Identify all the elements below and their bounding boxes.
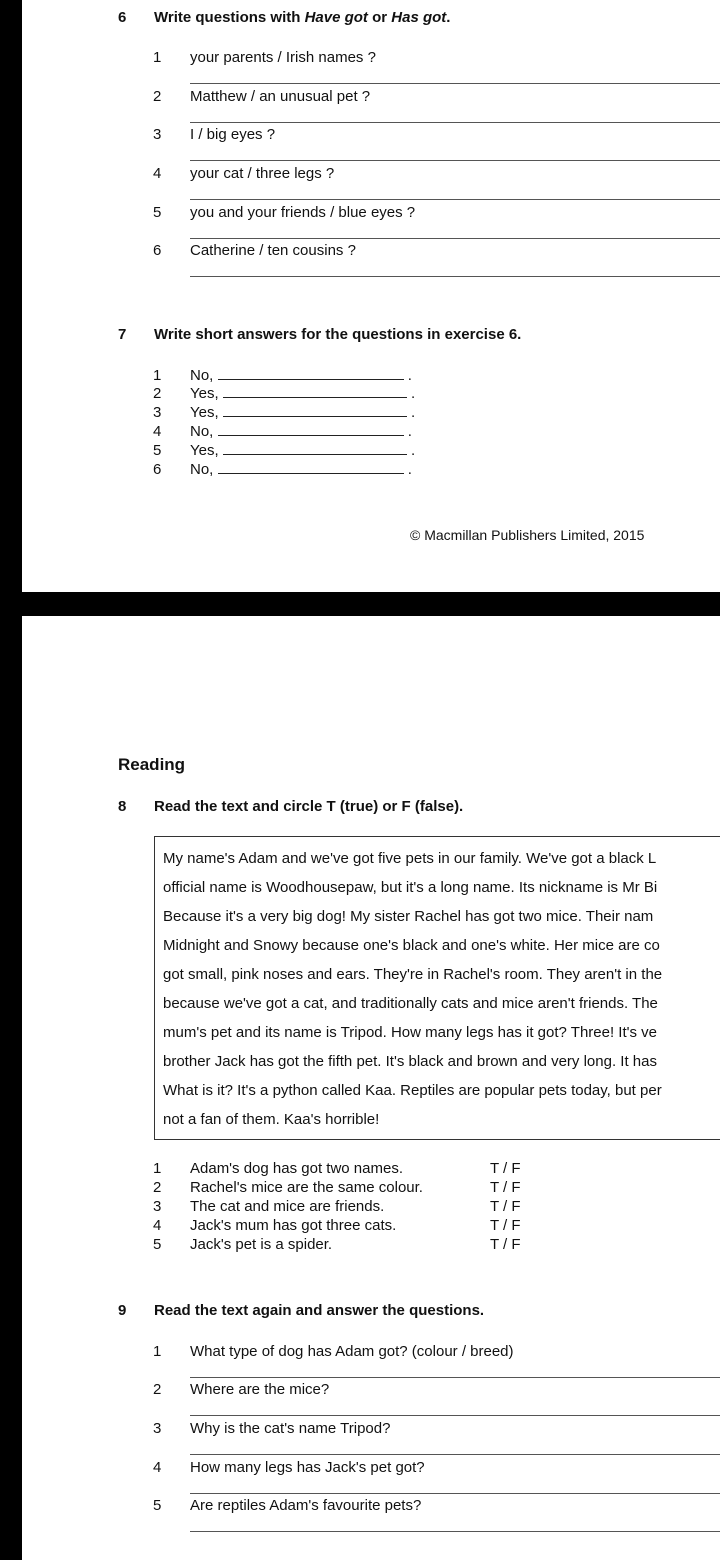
ex8-item-number: 4 <box>153 1217 162 1234</box>
ex6-item-prompt: Matthew / an unusual pet ? <box>190 88 371 105</box>
ex6-item-number: 3 <box>153 126 162 143</box>
ex7-item-answer: Yes, . <box>190 404 416 421</box>
ex7-item-number: 4 <box>153 423 162 440</box>
ex8-statement: Jack's pet is a spider. <box>190 1236 333 1253</box>
ex9-item-number: 4 <box>153 1459 162 1476</box>
ex6-item-number: 6 <box>153 242 162 259</box>
ex9-item-number: 2 <box>153 1381 162 1398</box>
section-heading: Reading <box>118 755 186 774</box>
ex6-item-number: 2 <box>153 88 162 105</box>
ex9-item-number: 3 <box>153 1420 162 1437</box>
ex7-item-number: 5 <box>153 442 162 459</box>
answer-blank[interactable] <box>218 423 404 436</box>
ex7-item-number: 1 <box>153 367 162 384</box>
ex9-question: How many legs has Jack's pet got? <box>190 1459 425 1476</box>
ex8-item-number: 2 <box>153 1179 162 1196</box>
answer-line[interactable] <box>190 160 720 161</box>
exercise-6-title: Write questions with Have got or Has got. <box>154 9 451 26</box>
exercise-6-number: 6 <box>118 9 127 26</box>
worksheet-page-1 <box>22 0 720 592</box>
copyright-notice: © Macmillan Publishers Limited, 2015 <box>410 527 645 543</box>
ex6-item-prompt: I / big eyes ? <box>190 126 276 143</box>
ex7-item-number: 2 <box>153 385 162 402</box>
ex9-item-number: 5 <box>153 1497 162 1514</box>
ex8-item-number: 1 <box>153 1160 162 1177</box>
ex6-item-number: 5 <box>153 204 162 221</box>
ex9-question: Why is the cat's name Tripod? <box>190 1420 391 1437</box>
answer-line[interactable] <box>190 83 720 84</box>
ex7-item-number: 6 <box>153 461 162 478</box>
ex8-item-number: 3 <box>153 1198 162 1215</box>
ex8-statement: Jack's mum has got three cats. <box>190 1217 397 1234</box>
answer-blank[interactable] <box>223 385 407 398</box>
passage-line: brother Jack has got the fifth pet. It's black and brown and very long. It has <box>163 1053 657 1070</box>
passage-line: My name's Adam and we've got five pets in our family. We've got a black L <box>163 850 657 867</box>
ex7-item-answer: Yes, . <box>190 442 416 459</box>
answer-blank[interactable] <box>223 404 407 417</box>
exercise-9-number: 9 <box>118 1302 127 1319</box>
answer-blank[interactable] <box>218 367 404 380</box>
answer-line[interactable] <box>190 122 720 123</box>
answer-line[interactable] <box>190 238 720 239</box>
ex6-item-prompt: your cat / three legs ? <box>190 165 335 182</box>
true-false-choice[interactable]: T / F <box>490 1179 521 1196</box>
ex9-question: Where are the mice? <box>190 1381 330 1398</box>
ex8-statement: Rachel's mice are the same colour. <box>190 1179 423 1196</box>
passage-line: because we've got a cat, and traditionally cats and mice aren't friends. The <box>163 995 658 1012</box>
ex6-item-prompt: you and your friends / blue eyes ? <box>190 204 416 221</box>
answer-line[interactable] <box>190 1415 720 1416</box>
ex9-question: Are reptiles Adam's favourite pets? <box>190 1497 422 1514</box>
answer-blank[interactable] <box>223 442 407 455</box>
ex6-item-number: 1 <box>153 49 162 66</box>
worksheet-page-2 <box>22 616 720 1560</box>
true-false-choice[interactable]: T / F <box>490 1236 521 1253</box>
ex7-item-answer: Yes, . <box>190 385 416 402</box>
true-false-choice[interactable]: T / F <box>490 1217 521 1234</box>
exercise-9-title: Read the text again and answer the questions. <box>154 1302 485 1319</box>
ex8-statement: The cat and mice are friends. <box>190 1198 385 1215</box>
answer-line[interactable] <box>190 1531 720 1532</box>
ex6-item-prompt: Catherine / ten cousins ? <box>190 242 356 259</box>
true-false-choice[interactable]: T / F <box>490 1160 521 1177</box>
passage-line: mum's pet and its name is Tripod. How many legs has it got? Three! It's ve <box>163 1024 658 1041</box>
answer-line[interactable] <box>190 1454 720 1455</box>
passage-line: Midnight and Snowy because one's black and one's white. Her mice are co <box>163 937 660 954</box>
exercise-8-title: Read the text and circle T (true) or F (false). <box>154 798 464 815</box>
ex7-item-answer: No, . <box>190 367 412 384</box>
answer-blank[interactable] <box>218 461 404 474</box>
true-false-choice[interactable]: T / F <box>490 1198 521 1215</box>
ex7-item-answer: No, . <box>190 461 412 478</box>
passage-line: What is it? It's a python called Kaa. Reptiles are popular pets today, but per <box>163 1082 662 1099</box>
answer-line[interactable] <box>190 1493 720 1494</box>
ex7-item-answer: No, . <box>190 423 412 440</box>
ex8-statement: Adam's dog has got two names. <box>190 1160 403 1177</box>
reading-passage-box <box>154 836 720 1140</box>
ex6-item-prompt: your parents / Irish names ? <box>190 49 376 66</box>
ex7-item-number: 3 <box>153 404 162 421</box>
ex6-item-number: 4 <box>153 165 162 182</box>
exercise-7-title: Write short answers for the questions in exercise 6. <box>154 326 522 343</box>
ex9-question: What type of dog has Adam got? (colour / breed) <box>190 1343 514 1360</box>
passage-line: not a fan of them. Kaa's horrible! <box>163 1111 380 1128</box>
answer-line[interactable] <box>190 199 720 200</box>
passage-line: official name is Woodhousepaw, but it's a long name. Its nickname is Mr Bi <box>163 879 658 896</box>
exercise-7-number: 7 <box>118 326 127 343</box>
exercise-8-number: 8 <box>118 798 127 815</box>
passage-line: Because it's a very big dog! My sister Rachel has got two mice. Their nam <box>163 908 654 925</box>
answer-line[interactable] <box>190 276 720 277</box>
passage-line: got small, pink noses and ears. They're in Rachel's room. They aren't in the <box>163 966 663 983</box>
ex8-item-number: 5 <box>153 1236 162 1253</box>
answer-line[interactable] <box>190 1377 720 1378</box>
ex9-item-number: 1 <box>153 1343 162 1360</box>
